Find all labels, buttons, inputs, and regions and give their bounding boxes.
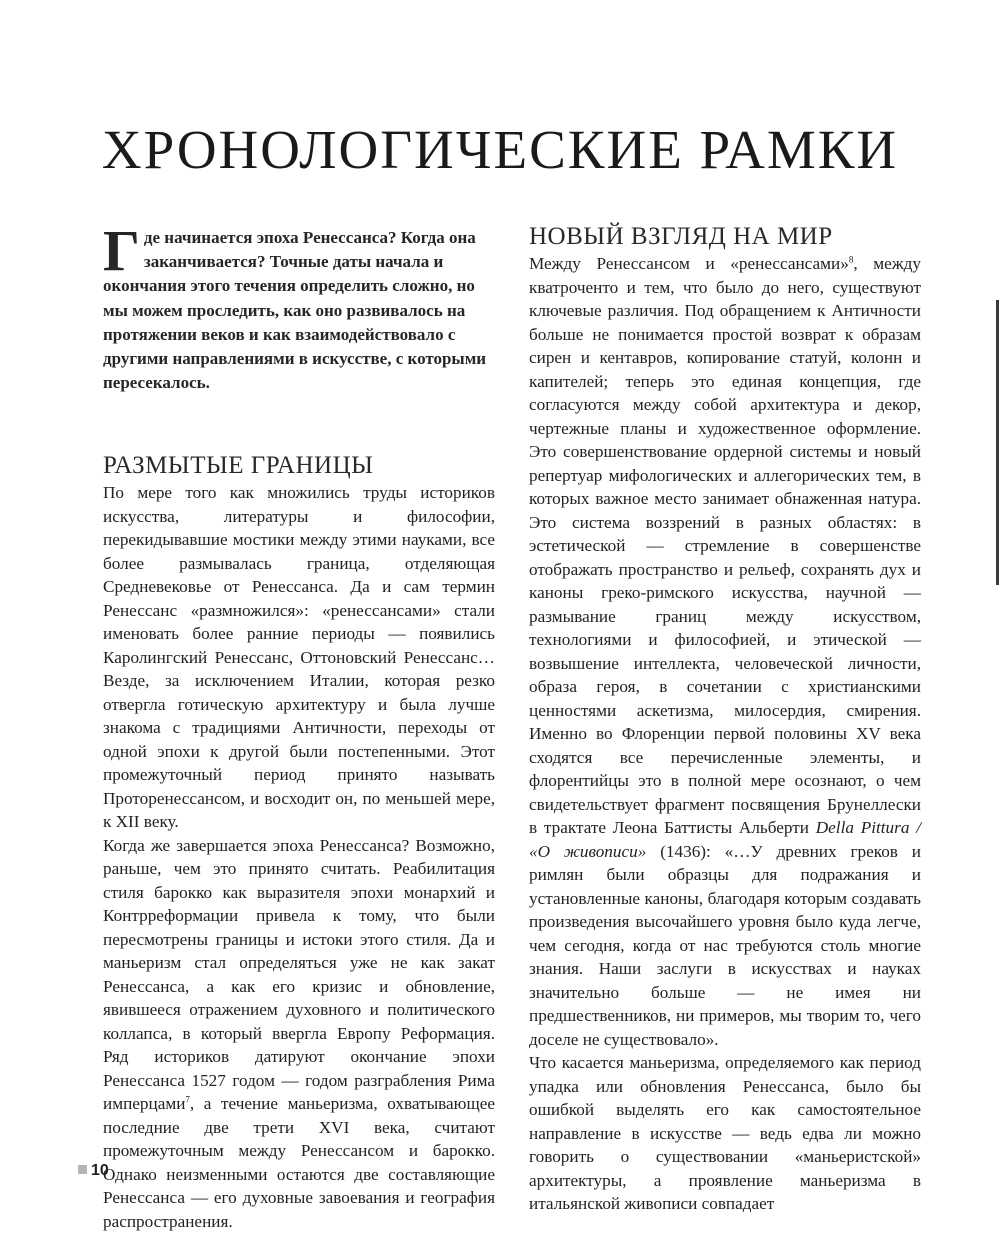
left-paragraph-2-text-a: Когда же завершается эпоха Ренессанса? Возможно, раньше, чем это принято считать. Реабилитация стиля барокко как выразителя эпохи монархий и Контрреформации привела к тому, что были пересмотрены границы и истоки этого стиля. Да и маньеризм стал определяться уже не как закат Ренессанса, а как его кризис и обновление, явившееся отражением духовного и политического коллапса, в который ввергла Европу Реформация. Ряд историков датируют окончание эпохи Ренессанса 1527 годом — годом разграбления Рима имперцами: [103, 835, 495, 1114]
left-paragraph-2-text-b: , а течение маньеризма, охватывающее последние две трети XVI века, считают промежуточным между Ренессансом и барокко. Однако неизменными остаются две составляющие Ренессанса — его духовные завоевания и география распространения.: [103, 1094, 495, 1231]
right-paragraph-1-text-a: Между Ренессансом и «ренессансами»: [529, 254, 849, 273]
intro-paragraph: [103, 218, 495, 395]
treatise-title: Della Pittura / «О живописи»: [529, 818, 921, 861]
intro-text: де начинается эпоха Ренессанса? Когда она заканчивается? Точные даты начала и окончания этого течения определить сложно, но мы можем проследить, как оно развивалось на протяжении веков и как взаимодействовало с другими направлениями в искусстве, с которыми пересекалось.: [103, 228, 487, 393]
page-title: ХРОНОЛОГИЧЕСКИЕ РАМКИ: [101, 119, 899, 180]
page-edge-line: [996, 300, 999, 585]
right-paragraph-1-text-b: , между кватроченто и тем, что было до него, существуют ключевые различия. Под обращением к Античности больше не понимается простой возврат к образам сирен и кентавров, копирование статуй, колонн и капителей; теперь это единая концепция, где согласуются между собой архитектура и декор, чертежные планы и художественное оформление. Это совершенствование ордерной системы и новый репертуар мифологических и аллегорических тем, в которых важное место занимает обнаженная натура. Это система воззрений в разных областях: в эстетической — стремление в совершенстве отображать пространство и рельеф, сохранять дух и каноны греко-римского искусства, научной — размывание границ между искусством, технологиями и философией, и этической — возвышение интеллекта, человеческой личности, образа героя, в сочетании с христианскими ценностями аскетизма, милосердия, смирения. Именно во Флоренции первой половины XV века сходятся все перечисленные элементы, и флорентийцы это в полной мере осознают, о чем свидетельствует фрагмент посвящения Брунеллески в трактате Леона Баттисты Альберти: [529, 254, 921, 837]
drop-cap: Г: [103, 218, 140, 283]
page-number: [78, 1162, 109, 1180]
page-marker-square: [78, 1165, 87, 1174]
page-number-text: 10: [91, 1162, 109, 1179]
left-paragraph-1: По мере того как множились труды историков искусства, литературы и философии, перекидывавшие мостики между этими науками, все более размывалась граница, отделяющая Средневековье от Ренессанса. Да и сам термин Ренессанс «размножился»: «ренессансами» стали именовать более ранние периоды — появились Каролингский Ренессанс, Оттоновский Ренессанс… Везде, за исключением Италии, которая резко отвергла готическую архитектуру и была лучше знакома с традициями Античности, переходы от одной эпохи к другой были постепенными. Этот промежуточный период принято называть Проторенессансом, и восходит он, по меньшей мере, к XII веку.: [103, 483, 495, 832]
footnote-ref-8: 8: [848, 254, 854, 265]
left-paragraph-2: [103, 834, 495, 1234]
left-column: [103, 218, 495, 1233]
footnote-ref-7: 7: [185, 1094, 190, 1105]
right-paragraph-2: Что касается маньеризма, определяемого как период упадка или обновления Ренессанса, было бы ошибкой выделять его как самостоятельное направление в искусстве — ведь едва ли можно говорить о существовании «маньеристской» архитектуры, а проявление маньеризма в итальянской живописи совпадает: [529, 1053, 921, 1213]
right-paragraph-1: [529, 252, 921, 1051]
right-column: [529, 222, 921, 1216]
right-paragraph-1-text-c: (1436): «…У древних греков и римлян были образцы для подражания и установленные каноны, благодаря которым создавать произведения высочайшего уровня было куда легче, чем сегодня, когда от нас требуются столь многие знания. Наши заслуги в искусствах и науках значительно больше — не имея ни предшественников, ни примеров, мы творим то, чего доселе не существовало».: [529, 841, 922, 1049]
section-heading-blurred-borders: РАЗМЫТЫЕ ГРАНИЦЫ: [103, 452, 374, 480]
section-heading-new-view: НОВЫЙ ВЗГЛЯД НА МИР: [529, 223, 833, 250]
